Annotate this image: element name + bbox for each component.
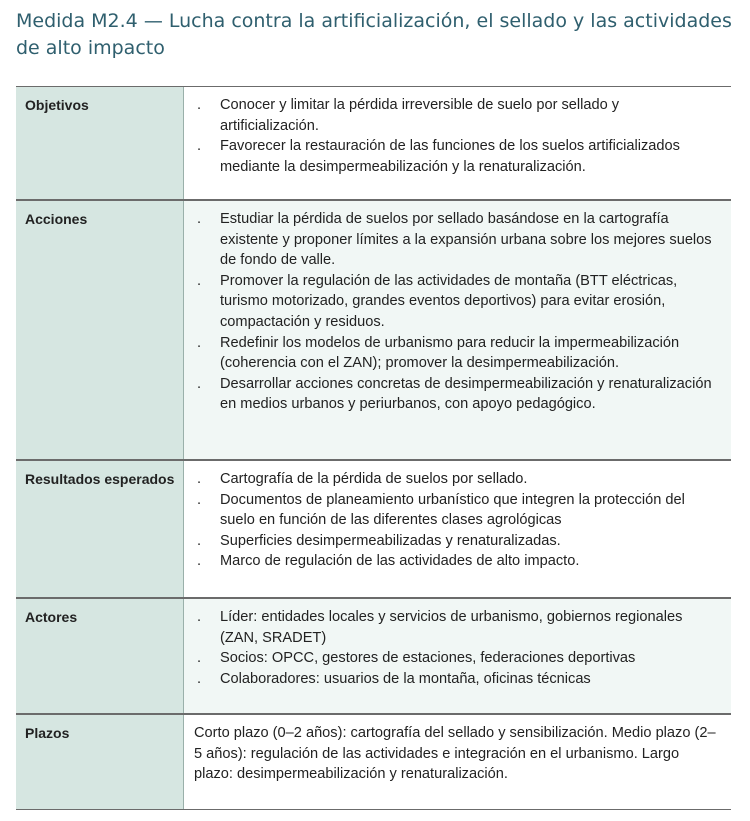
list-item: . Estudiar la pérdida de suelos por sellado basándose en la cartografía existente y proponer límites a la expansión urbana sobre los mejores suelos de fondo de valle. (194, 209, 721, 271)
row-plazos (16, 714, 731, 810)
list-item: . Colaboradores: usuarios de la montaña, oficinas técnicas (194, 669, 721, 690)
list-item: . Marco de regulación de las actividades de alto impacto. (194, 551, 721, 572)
row-resultados (16, 460, 731, 598)
row-actores (16, 598, 731, 714)
row-content (184, 87, 731, 199)
list-item: . Redefinir los modelos de urbanismo para reducir la impermeabilización (coherencia con el ZAN); promover la desimpermeabilización. (194, 333, 721, 374)
list-item: . Documentos de planeamiento urbanístico que integren la protección del suelo en función de las diferentes clases agrológicas (194, 490, 721, 531)
list-item: . Socios: OPCC, gestores de estaciones, federaciones deportivas (194, 648, 721, 669)
row-objetivos (16, 87, 731, 200)
list-item: . Cartografía de la pérdida de suelos por sellado. (194, 469, 721, 490)
row-label: Resultados esperados (16, 461, 184, 597)
list-item: . Promover la regulación de las actividades de montaña (BTT eléctricas, turismo motorizado, grandes eventos deportivos) para evitar erosión, compactación y residuos. (194, 271, 721, 333)
row-label: Plazos (16, 715, 184, 809)
measure-table (16, 86, 731, 810)
row-content (184, 201, 731, 459)
row-label: Objetivos (16, 87, 184, 199)
row-label: Acciones (16, 201, 184, 459)
row-label: Actores (16, 599, 184, 713)
page-title: Medida M2.4 — Lucha contra la artificialización, el sellado y las actividades de alto impacto (16, 10, 732, 59)
list-item: . Superficies desimpermeabilizadas y renaturalizadas. (194, 531, 721, 552)
row-content (184, 715, 731, 809)
plazos-text: Corto plazo (0–2 años): cartografía del sellado y sensibilización. Medio plazo (2–5 años): regulación de las actividades e integración en el urbanismo. Largo plazo: desimpermeabilización y renaturalización. (194, 725, 716, 783)
list-item: . Favorecer la restauración de las funciones de los suelos artificializados mediante la desimpermeabilización y la renaturalización. (194, 136, 721, 177)
row-content (184, 461, 731, 597)
row-acciones (16, 200, 731, 460)
list-item: . Conocer y limitar la pérdida irreversible de suelo por sellado y artificialización. (194, 95, 721, 136)
row-content (184, 599, 731, 713)
list-item: . Desarrollar acciones concretas de desimpermeabilización y renaturalización en medios urbanos y periurbanos, con apoyo pedagógico. (194, 374, 721, 415)
list-item: . Líder: entidades locales y servicios de urbanismo, gobiernos regionales (ZAN, SRADET) (194, 607, 721, 648)
